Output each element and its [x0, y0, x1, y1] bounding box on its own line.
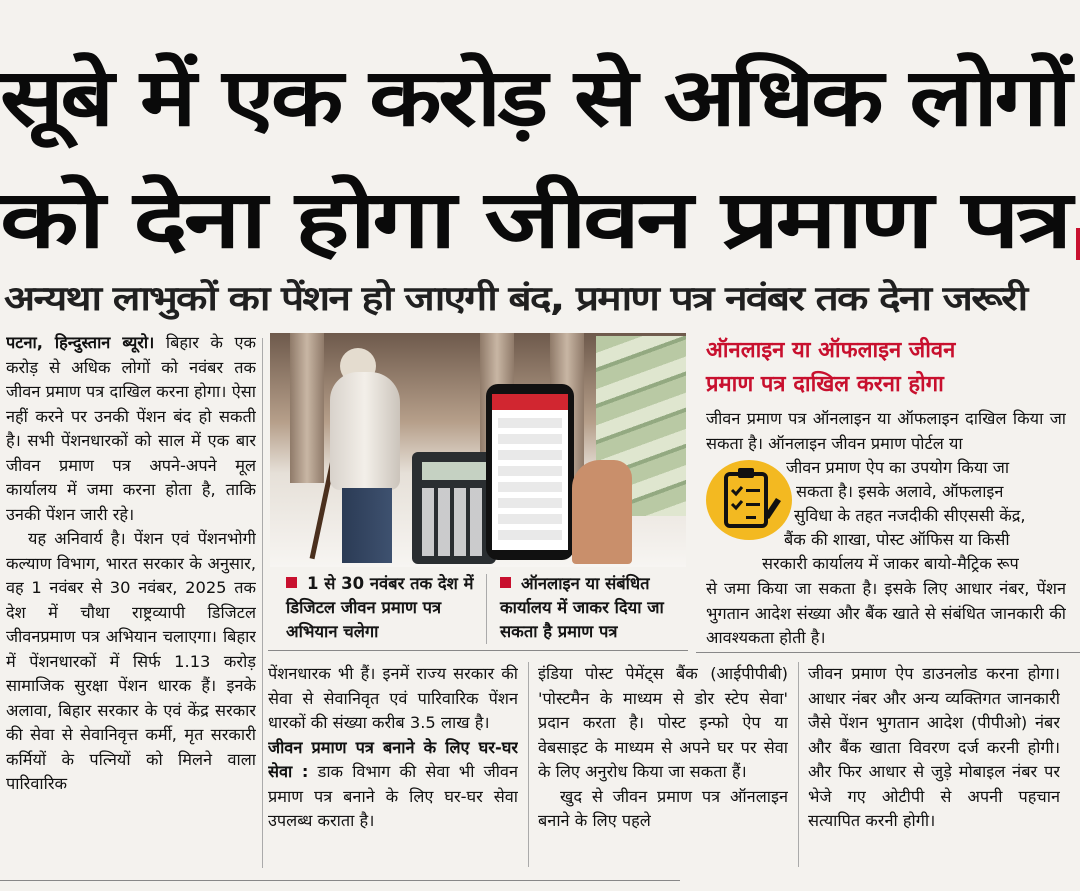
col3-paragraph-2: खुद से जीवन प्रमाण पत्र ऑनलाइन बनाने के लिए पहले	[538, 786, 788, 830]
checklist-clipboard-icon	[706, 460, 792, 540]
sidebar-wrap-line-3: सुविधा के तहत नजदीकी सीएससी केंद्र,	[794, 506, 1026, 525]
bullet-icon	[286, 577, 297, 588]
col1-paragraph-2: यह अनिवार्य है। पेंशन एवं पेंशनभोगी कल्याण विभाग, भारत सरकार के अनुसार, वह 1 नवंबर से 30 नवंबर, 2025 तक देश में चौथा राष्ट्रव्यापी डिजिटल जीवनप्रमाण पत्र अभियान चलाएगा। बिहार में पेंशनधारकों में सिर्फ 1.13 करोड़ सामाजिक सुरक्षा पेंशन धारक हैं। इनके अलावा, बिहार सरकार के एवं केंद्र सरकार की सेवा से सेवानिवृत्त कर्मी, मृत सरकारी कर्मियों के पत्नियों को मिलने वाला पारिवारिक	[6, 529, 256, 793]
dateline: पटना, हिन्दुस्तान ब्यूरो।	[6, 333, 155, 352]
sidebar-wrap-line-5: सरकारी कार्यालय में जाकर बायो-मैट्रिक रूप	[762, 554, 1019, 573]
bottom-rule	[0, 880, 680, 881]
article-column-3	[538, 662, 788, 872]
caption-rule	[268, 650, 688, 651]
caption-divider	[486, 574, 487, 644]
hand-image	[572, 460, 632, 564]
sidebar-wrap-line-1: जीवन प्रमाण ऐप का उपयोग किया जा	[786, 458, 1010, 477]
article-column-1	[6, 331, 256, 871]
sidebar-wrap-line-4: बैंक की शाखा, पोस्ट ऑफिस या किसी	[784, 530, 1010, 549]
sidebar-heading	[706, 334, 955, 402]
col2-paragraph-1: पेंशनधारक भी हैं। इनमें राज्य सरकार की सेवा से सेवानिवृत एवं पारिवारिक पेंशन धारकों की संख्या करीब 3.5 लाख है।	[268, 664, 518, 732]
elderly-man-legs-image	[342, 488, 392, 563]
article-column-4	[808, 662, 1060, 872]
photo-caption-right: ऑनलाइन या संबंधित कार्यालय में जाकर दिया जा सकता है प्रमाण पत्र	[500, 574, 664, 641]
col3-paragraph-1: इंडिया पोस्ट पेमेंट्स बैंक (आईपीपीबी) 'पोस्टमैन के माध्यम से डोर स्टेप सेवा' प्रदान करता है। पोस्ट इन्फो ऐप या वेबसाइट के माध्यम से अपने घर पर सेवा के लिए अनुरोध किया जा सकता हैं।	[538, 664, 788, 781]
column-divider	[798, 662, 799, 867]
bullet-icon	[500, 577, 511, 588]
col2-subhead: जीवन प्रमाण पत्र बनाने के लिए घर-घर सेवा :	[268, 737, 518, 781]
article-column-2	[268, 662, 518, 872]
sidebar-intro: जीवन प्रमाण पत्र ऑनलाइन या ऑफलाइन दाखिल किया जा सकता है। ऑनलाइन जीवन प्रमाण पोर्टल या	[706, 409, 1066, 453]
sidebar-heading-line-2: प्रमाण पत्र दाखिल करना होगा	[706, 372, 944, 397]
headline-line-2: को देना होगा जीवन प्रमाण पत्र	[0, 173, 1069, 266]
column-divider	[528, 662, 529, 867]
sidebar-rest: से जमा किया जा सकता है। इसके लिए आधार नंबर, पेंशन भुगतान आदेश संख्या और बैंक खाते से संबंधित जानकारी की आवश्यकता होती है।	[706, 579, 1066, 647]
col4-paragraph-1: जीवन प्रमाण ऐप डाउनलोड करना होगा। आधार नंबर और अन्य व्यक्तिगत जानकारी जैसे पेंशन भुगतान आदेश (पीपीओ) नंबर और बैंक खाता विवरण दर्ज करनी होगी। और फिर आधार से जुड़े मोबाइल नंबर पर भेजे गए ओटीपी से अपनी पहचान सत्यापित करनी होगी।	[808, 664, 1060, 830]
col1-paragraph-1: बिहार के एक करोड़ से अधिक लोगों को नवंबर तक जीवन प्रमाण पत्र दाखिल करना होगा। ऐसा नहीं करने पर उनकी पेंशन बंद हो सकती है। सभी पेंशनधारकों को साल में एक बार जीवन प्रमाण पत्र अपने-अपने मूल कार्यालय में जमा करना होता है, ताकि उनकी पेंशन जारी रहे।	[6, 333, 256, 524]
sidebar-heading-line-1: ऑनलाइन या ऑफलाइन जीवन	[706, 338, 956, 363]
photo-caption-left: 1 से 30 नवंबर तक देश में डिजिटल जीवन प्रमाण पत्र अभियान चलेगा	[286, 574, 474, 641]
col2-paragraph-2: डाक विभाग की सेवा भी जीवन प्रमाण पत्र बनाने के लिए घर-घर सेवा उपलब्ध कराता है।	[268, 762, 518, 830]
calculator-image	[412, 452, 496, 564]
elderly-man-image	[330, 372, 400, 490]
headline-line-1: सूबे में एक करोड़ से अधिक लोगों	[0, 51, 1069, 144]
subheadline: अन्यथा लाभुकों का पेंशन हो जाएगी बंद, प्रमाण पत्र नवंबर तक देना जरूरी	[4, 279, 1027, 319]
sidebar-rule	[696, 652, 1080, 653]
sidebar-wrap-line-2: सकता है। इसके अलावे, ऑफलाइन	[796, 482, 1004, 501]
smartphone-image	[486, 384, 574, 560]
accent-bar	[1076, 228, 1080, 260]
column-divider	[262, 338, 263, 868]
